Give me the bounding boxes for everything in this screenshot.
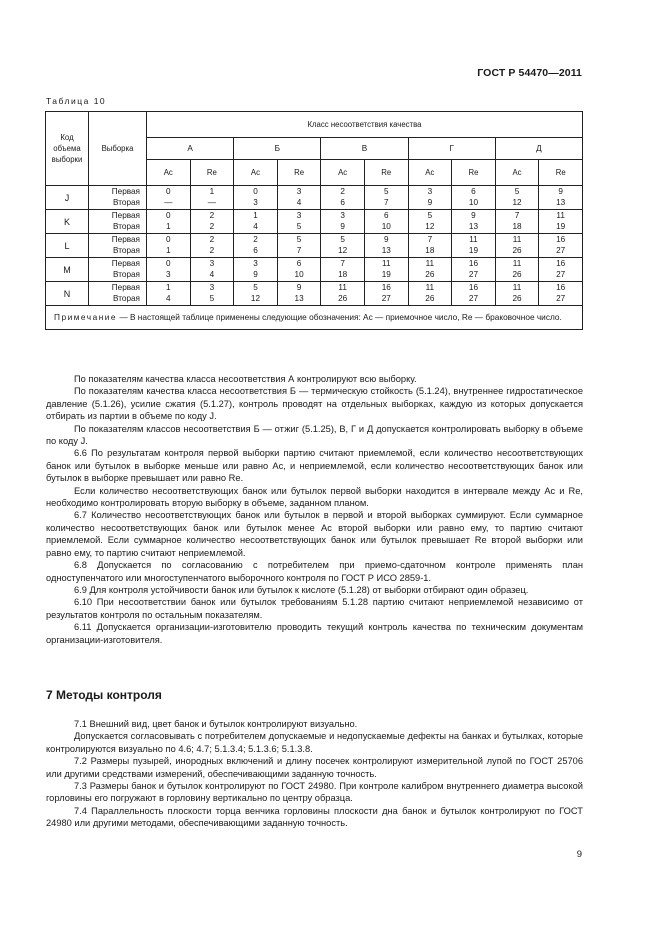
value-first: 9: [296, 283, 302, 292]
value-first: 11: [512, 283, 522, 292]
body-text-section-7: [46, 718, 583, 830]
row-code: L: [46, 234, 89, 258]
table-row: [46, 282, 583, 306]
value-second: 26: [512, 245, 522, 255]
value-first: 9: [471, 211, 476, 220]
table-row: [46, 186, 583, 210]
value-second: 26: [512, 269, 522, 279]
value-first: 16: [556, 283, 566, 292]
value-cell: [321, 210, 365, 234]
value-first: 6: [296, 259, 302, 268]
value-second: 10: [294, 269, 304, 279]
value-first: 5: [514, 187, 520, 196]
row-sample: [89, 186, 147, 210]
value-first: 0: [166, 259, 171, 268]
sample-second: Вторая: [113, 245, 140, 255]
value-cell: [495, 234, 539, 258]
value-first: 11: [556, 211, 565, 220]
value-first: 11: [338, 283, 347, 292]
value-second: 27: [556, 269, 566, 279]
page-number: 9: [576, 849, 582, 860]
value-cell: [321, 282, 365, 306]
value-second: 4: [296, 197, 302, 207]
value-cell: [234, 234, 278, 258]
value-cell: [408, 258, 452, 282]
class-header-d: Д: [495, 138, 582, 160]
re-header: Re: [277, 160, 321, 186]
value-first: 11: [425, 259, 435, 268]
value-second: 7: [383, 197, 389, 207]
value-cell: [364, 282, 408, 306]
value-second: 4: [166, 293, 171, 303]
header-sample: Выборка: [89, 112, 147, 186]
value-first: 1: [209, 187, 215, 196]
paragraph: Допускается согласовывать с потребителем допускаемые и недопускаемые дефекты на банках и бутылках, которые контролируются визуально по 4.6; 4.7; 5.1.3.4; 5.1.3.6; 5.1.3.8.: [46, 731, 583, 754]
value-cell: [364, 234, 408, 258]
value-second: 10: [468, 197, 478, 207]
value-cell: [452, 186, 496, 210]
value-second: —: [207, 197, 216, 207]
value-second: 5: [296, 221, 302, 231]
value-second: 9: [340, 221, 345, 231]
value-cell: [321, 258, 365, 282]
class-header-g: Г: [408, 138, 495, 160]
value-second: 4: [209, 269, 215, 279]
value-second: 27: [381, 293, 391, 303]
paragraph: 7.3 Размеры банок и бутылок контролируют по ГОСТ 24980. При контроле калибром внутреннего диаметра высокой горловины его погружают в горловину вертикально по центру образца.: [46, 781, 583, 804]
value-second: 12: [512, 197, 522, 207]
value-first: 16: [468, 283, 478, 292]
value-second: 9: [253, 269, 258, 279]
value-first: 3: [253, 259, 258, 268]
paragraph: По показателям классов несоответствия Б — отжиг (5.1.25), В, Г и Д допускается контролировать выборку в объеме по коду J.: [46, 423, 583, 447]
sample-first: Первая: [111, 211, 140, 220]
paragraph: 6.10 При несоответствии банок или бутылок требованиям 5.1.28 партию считают неприемлемой независимо от результатов контроля по остальным показателям.: [46, 597, 583, 620]
ac-header: Ас: [147, 160, 191, 186]
value-first: 16: [381, 283, 391, 292]
value-cell: [539, 258, 583, 282]
paragraph: 7.2 Размеры пузырей, инородных включений и длину посечек контролируют измерительной лупой по ГОСТ 25706 или другими средствами измерений, обеспечивающими заданную точность.: [46, 756, 583, 779]
value-second: 6: [340, 197, 345, 207]
value-first: 3: [296, 187, 302, 196]
value-second: 7: [296, 245, 302, 255]
value-second: 27: [468, 269, 478, 279]
table-caption: Таблица 10: [46, 96, 107, 106]
row-sample: [89, 258, 147, 282]
value-first: 5: [383, 187, 389, 196]
value-cell: [321, 234, 365, 258]
value-second: 9: [427, 197, 433, 207]
value-second: 13: [381, 245, 391, 255]
row-code: J: [46, 186, 89, 210]
header-code: Код объема выборки: [46, 112, 89, 186]
value-second: 27: [468, 293, 478, 303]
row-sample: [89, 282, 147, 306]
value-second: 1: [166, 221, 171, 231]
value-cell: [364, 258, 408, 282]
value-cell: [190, 186, 234, 210]
table-row: [46, 258, 583, 282]
class-header-v: В: [321, 138, 408, 160]
value-second: 27: [556, 245, 566, 255]
value-first: 7: [340, 259, 345, 268]
value-first: 5: [427, 211, 433, 220]
value-cell: [277, 234, 321, 258]
value-first: 3: [209, 259, 215, 268]
value-cell: [277, 186, 321, 210]
paragraph: 6.11 Допускается организации-изготовителю проводить текущий контроль качества по техническим документам организации-изготовителя.: [46, 622, 583, 645]
value-cell: [190, 210, 234, 234]
row-code: N: [46, 282, 89, 306]
value-second: 27: [556, 293, 566, 303]
value-cell: [408, 186, 452, 210]
value-first: 5: [340, 235, 345, 244]
value-first: 16: [556, 259, 566, 268]
value-cell: [234, 210, 278, 234]
value-cell: [539, 282, 583, 306]
value-first: 2: [253, 235, 258, 244]
paragraph: 6.6 По результатам контроля первой выборки партию считают приемлемой, если количество несоответствующих банок или бутылок в выборке меньше или равно Ас, и неприемлемой, если количество несоответствующих банок или бутылок в выборке превышает или равно Re.: [46, 448, 583, 484]
value-cell: [408, 234, 452, 258]
value-first: 2: [340, 187, 345, 196]
value-second: 12: [338, 245, 348, 255]
value-cell: [452, 258, 496, 282]
value-first: 3: [340, 211, 345, 220]
value-first: 11: [382, 259, 391, 268]
sample-first: Первая: [111, 235, 140, 244]
value-cell: [495, 282, 539, 306]
table-note: [46, 306, 583, 330]
document-header: ГОСТ Р 54470—2011: [477, 67, 582, 79]
value-first: 7: [514, 211, 520, 220]
sampling-table: [45, 111, 583, 330]
section-title: 7 Методы контроля: [46, 688, 162, 702]
sample-first: Первая: [111, 187, 140, 196]
row-sample: [89, 210, 147, 234]
value-first: 3: [427, 187, 433, 196]
value-cell: [539, 234, 583, 258]
ac-header: Ас: [321, 160, 365, 186]
value-first: 1: [253, 211, 258, 220]
note-label: Примечание: [54, 312, 118, 322]
value-second: 12: [425, 221, 435, 231]
class-header-b: Б: [234, 138, 321, 160]
value-first: 9: [383, 235, 389, 244]
value-first: 7: [427, 235, 433, 244]
value-first: 3: [296, 211, 302, 220]
body-text: [46, 373, 583, 646]
re-header: Re: [539, 160, 583, 186]
value-second: 6: [253, 245, 258, 255]
value-first: 0: [166, 235, 171, 244]
paragraph: 7.1 Внешний вид, цвет банок и бутылок контролируют визуально.: [74, 719, 358, 729]
value-cell: [495, 258, 539, 282]
value-cell: [452, 282, 496, 306]
paragraph: 6.8 Допускается по согласованию с потребителем при приемо-сдаточном контроле применять план одноступенчатого или многоступенчатого выборочного контроля по ГОСТ Р ИСО 2859-1.: [46, 560, 583, 583]
value-second: 2: [209, 221, 215, 231]
value-cell: [147, 210, 191, 234]
value-second: —: [164, 197, 173, 207]
value-first: 1: [166, 283, 171, 292]
value-second: 19: [381, 269, 391, 279]
value-cell: [364, 210, 408, 234]
sample-second: Вторая: [113, 293, 140, 303]
value-second: 18: [425, 245, 435, 255]
value-second: 12: [250, 293, 261, 303]
value-cell: [495, 186, 539, 210]
value-cell: [234, 282, 278, 306]
value-first: 6: [471, 187, 476, 196]
value-first: 16: [556, 235, 566, 244]
value-cell: [408, 282, 452, 306]
value-first: 11: [425, 283, 435, 292]
re-header: Re: [452, 160, 496, 186]
value-first: 9: [558, 187, 563, 196]
sample-second: Вторая: [113, 221, 140, 231]
ac-header: Ас: [495, 160, 539, 186]
value-second: 13: [556, 197, 566, 207]
value-first: 0: [253, 187, 258, 196]
value-cell: [147, 282, 191, 306]
value-cell: [277, 258, 321, 282]
sample-second: Вторая: [113, 269, 140, 279]
value-first: 2: [209, 235, 215, 244]
table-row: [46, 234, 583, 258]
sample-second: Вторая: [113, 197, 140, 207]
value-first: 0: [166, 211, 171, 220]
row-code: K: [46, 210, 89, 234]
value-cell: [452, 210, 496, 234]
value-second: 10: [381, 221, 391, 231]
paragraph: 7.4 Параллельность плоскости торца венчика горловины плоскости дна банок и бутылок контролируют по ГОСТ 24980 или другими методами, обеспечивающими заданную точность.: [46, 805, 583, 829]
value-second: 26: [425, 269, 435, 279]
value-first: 16: [468, 259, 478, 268]
value-cell: [277, 210, 321, 234]
value-cell: [408, 210, 452, 234]
paragraph: По показателям качества класса несоответствия А контролируют всю выборку.: [74, 374, 417, 384]
value-second: 3: [166, 269, 171, 279]
value-cell: [190, 258, 234, 282]
header-class: Класс несоответствия качества: [147, 112, 583, 138]
value-first: 5: [296, 235, 302, 244]
sample-first: Первая: [111, 259, 140, 268]
value-cell: [147, 234, 191, 258]
value-cell: [539, 210, 583, 234]
sample-first: Первая: [111, 283, 140, 292]
value-cell: [234, 186, 278, 210]
value-cell: [147, 186, 191, 210]
class-header-a: А: [147, 138, 234, 160]
value-cell: [364, 186, 408, 210]
value-first: 2: [209, 211, 215, 220]
value-first: 11: [512, 259, 522, 268]
value-cell: [277, 282, 321, 306]
value-second: 18: [512, 221, 522, 231]
value-cell: [495, 210, 539, 234]
value-cell: [190, 234, 234, 258]
paragraph: По показателям качества класса несоответствия Б — термическую стойкость (5.1.24), внутреннее гидростатическое давление (5.1.26), усилие сжатия (5.1.27), контроль проводят на отдельных выборках, каждую из которых допускается отбирать из партии в объеме по коду J.: [46, 386, 583, 422]
value-second: 26: [338, 293, 348, 303]
row-sample: [89, 234, 147, 258]
value-second: 19: [556, 221, 566, 231]
value-cell: [321, 186, 365, 210]
value-cell: [190, 282, 234, 306]
value-second: 26: [425, 293, 435, 303]
value-cell: [539, 186, 583, 210]
value-second: 26: [512, 293, 522, 303]
value-cell: [234, 258, 278, 282]
value-first: 6: [383, 211, 389, 220]
re-header: Re: [190, 160, 234, 186]
value-second: 2: [209, 245, 215, 255]
value-first: 11: [469, 235, 478, 244]
value-second: 4: [253, 221, 258, 231]
table-row: [46, 210, 583, 234]
value-second: 3: [253, 197, 258, 207]
value-first: 0: [166, 187, 171, 196]
value-second: 1: [166, 245, 171, 255]
value-second: 13: [468, 221, 478, 231]
value-second: 19: [468, 245, 478, 255]
value-second: 18: [338, 269, 348, 279]
paragraph: 6.7 Количество несоответствующих банок или бутылок в первой и второй выборках суммируют. Если суммарное количество несоответствующих банок или бутылок менее Ас второй выборки или равно ему, то партию считают приемлемой. Если суммарное количество несоответствующих банок или бутылок превышает Re второй выборки или равно ему, то партию считают неприемлемой.: [46, 510, 583, 558]
value-first: 3: [209, 283, 215, 292]
value-first: 5: [253, 283, 258, 292]
value-second: 5: [209, 293, 215, 303]
paragraph: 6.9 Для контроля устойчивости банок или бутылок к кислоте (5.1.28) от выборки отбирают один образец.: [74, 584, 529, 595]
ac-header: Ас: [408, 160, 452, 186]
ac-header: Ас: [234, 160, 278, 186]
value-cell: [452, 234, 496, 258]
value-second: 13: [294, 293, 304, 303]
re-header: Re: [364, 160, 408, 186]
value-first: 11: [512, 235, 522, 244]
paragraph: Если количество несоответствующих банок или бутылок первой выборки находится в интервале между Ас и Re, необходимо контролировать вторую выборку в объеме, заданном планом.: [46, 485, 583, 509]
row-code: M: [46, 258, 89, 282]
note-text: — В настоящей таблице применены следующие обозначения: Ас — приемочное число, Re — браковочное число.: [117, 312, 562, 322]
value-cell: [147, 258, 191, 282]
